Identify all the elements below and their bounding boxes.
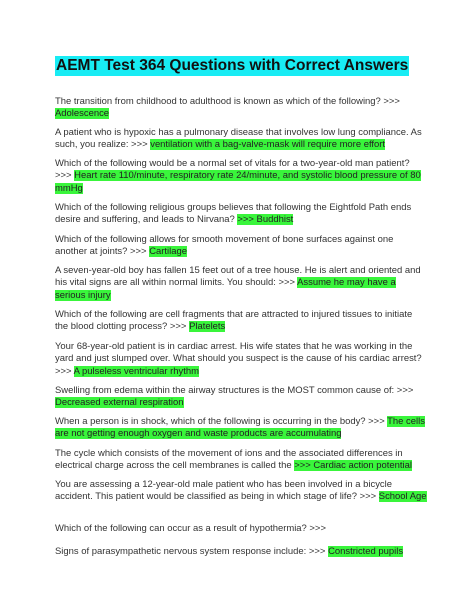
document-title: AEMT Test 364 Questions with Correct Answers: [56, 57, 409, 74]
question-text: A seven-year-old boy has fallen 15 feet out of a tree house. He is alert and oriented and his vital signs are all within normal limits. You should: >>>: [55, 265, 421, 289]
question-text: Which of the following religious groups believes that following the Eightfold Path ends desire and suffering, and leads to Nirvana?: [55, 202, 412, 226]
qa-item-10: [55, 416, 427, 441]
qa-item-8: [55, 341, 427, 378]
answer-highlight: ventilation with a bag-valve-mask will require more effort: [150, 139, 386, 151]
answer-highlight: >>> Cardiac action potential: [294, 460, 412, 472]
qa-item-4: [55, 202, 427, 227]
answer-highlight: The cells are not getting enough oxygen and waste products are accumulating: [55, 416, 425, 440]
answer-highlight: >>> Buddhist: [237, 214, 294, 226]
qa-item-12: [55, 479, 427, 504]
answer-highlight: Adolescence: [55, 108, 110, 120]
answer-highlight: Cartilage: [149, 246, 187, 258]
qa-item-2: [55, 127, 427, 152]
qa-item-1: [55, 96, 427, 121]
question-text: When a person is in shock, which of the following is occurring in the body? >>>: [55, 416, 388, 427]
question-text: Which of the following are cell fragments that are attracted to injured tissues to initiate the blood clotting process? >>>: [55, 309, 413, 333]
question-text: Which of the following allows for smooth movement of bone surfaces against one another at joints? >>>: [55, 234, 394, 258]
question-text: Which of the following can occur as a result of hypothermia? >>>: [55, 523, 326, 534]
qa-item-11: [55, 448, 427, 473]
question-text: The transition from childhood to adulthood is known as which of the following? >>>: [55, 96, 400, 107]
qa-item-6: [55, 265, 427, 302]
answer-highlight: Heart rate 110/minute, respiratory rate 24/minute, and systolic blood pressure of 80 mmHg: [55, 170, 421, 194]
answer-highlight: A pulseless ventricular rhythm: [73, 365, 200, 377]
answer-highlight: Constricted pupils: [328, 546, 404, 557]
answer-highlight: Assume he may have a serious injury: [55, 277, 396, 301]
qa-item-7: [55, 309, 427, 334]
question-text: You are assessing a 12-year-old male patient who has been involved in a bicycle accident. This patient would be classified as being in which stage of life? >>>: [55, 479, 392, 503]
question-text: Your 68-year-old patient is in cardiac arrest. His wife states that he was working in the yard and just slumped over. What should you suspect is the cause of his cardiac arrest? >>>: [55, 341, 422, 377]
qa-item-3: [55, 158, 427, 195]
qa-item-5: [55, 234, 427, 259]
question-text: The cycle which consists of the movement of ions and the associated differences in electrical charge across the cell membranes is called the: [55, 448, 403, 472]
question-text: Signs of parasympathetic nervous system response include: >>>: [55, 546, 329, 557]
answer-highlight: School Age: [378, 491, 427, 503]
question-text: A patient who is hypoxic has a pulmonary disease that involves low lung compliance. As such, you realize: >>>: [55, 127, 422, 151]
qa-item-9: [55, 385, 427, 410]
answer-highlight: Decreased external respiration: [55, 397, 184, 409]
question-text: Which of the following would be a normal set of vitals for a two-year-old man patient? >>>: [55, 158, 410, 182]
qa-item-13: [55, 523, 427, 535]
answer-highlight: Platelets: [189, 321, 226, 333]
qa-item-14: [55, 546, 427, 558]
question-text: Swelling from edema within the airway structures is the MOST common cause of: >>>: [55, 385, 414, 396]
